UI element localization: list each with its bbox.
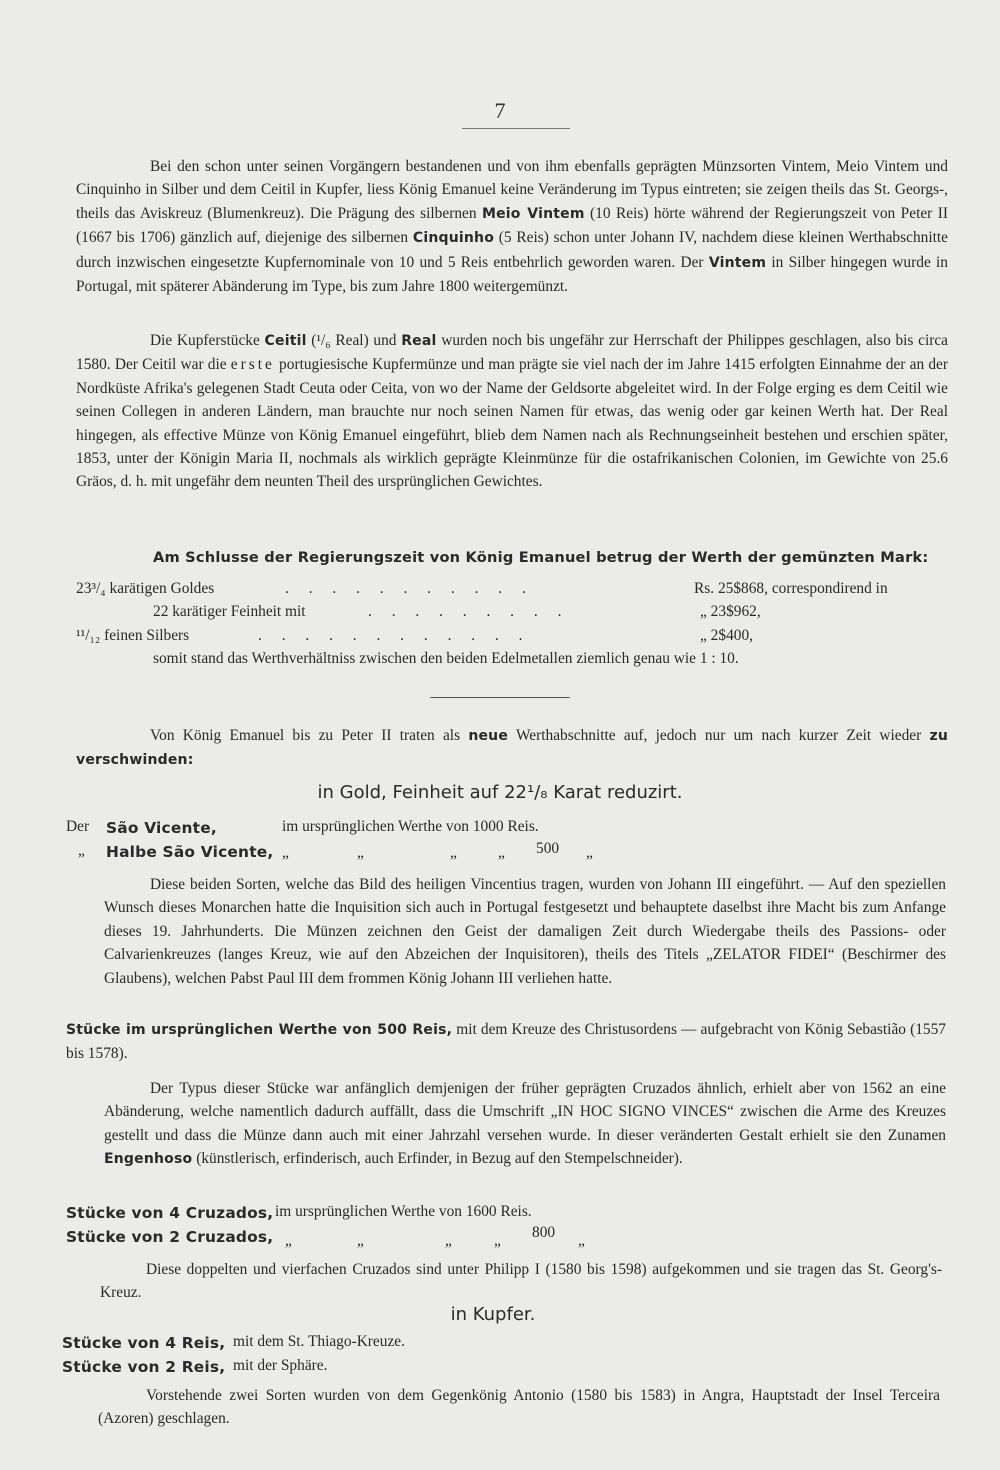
text-run: Diese doppelten und vierfachen Cruzados sind unter Philipp I (1580 bis 1598) aufgekommen und sie tragen das St. Georg's-Kreuz. [100,1261,942,1302]
paragraph-1 [76,155,948,298]
ditto-mark: „ [578,1232,585,1249]
paragraph-6 [100,1258,942,1305]
reis-row-2-text: mit der Sphäre. [233,1357,328,1374]
ditto-mark: „ [498,844,505,861]
mark-conclusion: somit stand das Werthverhältniss zwischen den beiden Edelmetallen ziemlich genau wie 1 : 10. [153,650,739,667]
text-run: portugiesische Kupfermünze und man prägte sie viel nach der im Jahre 1415 erfolgten Einnahme der an der Nordküste Afrika's gelegenen Stadt Ceuta oder Ceita, von wo der Name der Geldsorte abgeleitet wird. In der Folge erging es dem Ceitil wie seinen Collegen in anderen Ländern, man brauchte nur noch seinen Namen für etwas, das wenig oder gar keinen Werth hat. Der Real hingegen, als effective Münze von König Emanuel eingeführt, blieb dem Namen nach als Rechnungseinheit bestehen und erschien später, 1853, unter der Königin Maria II, nochmals als wirklich geprägte Kleinmünze für die ostafrikanischen Colonien, im Gewichte von 25.6 Gräos, d. h. mit ungefähr dem neunten Theil des ursprünglichen Gewichtes. [76,356,949,491]
mark-row-3-label: ¹¹/₁₂ feinen Silbers [76,627,190,644]
mark-row-2-dots: . . . . . . . . . [368,603,570,620]
text-run: Bei den schon unter seinen Vorgängern bestandenen und von ihm ebenfalls geprägten Münzsorten Vintem, Meio Vintem und Cinquinho in Silber und dem Ceitil in Kupfer, liess König Emanuel keine Veränderung im Typus eintreten; sie zeigen theils das St. Georgs-, theils das Aviskreuz (Blumenkreuz). Die Prägung des silbernen [76,158,948,222]
page-number-rule [462,128,570,129]
text-run: Die Kupferstücke [150,332,265,349]
text-run: Vorstehende zwei Sorten wurden von dem Gegenkönig Antonio (1580 bis 1583) in Angra, Hauptstadt der Insel Terceira (Azoren) geschlagen. [98,1387,940,1428]
mark-row-2-value: „ 23$962, [700,603,761,620]
cruzados-row-1-name: Stücke von 4 Cruzados, [66,1204,274,1222]
text-run: in Silber hingegen wurde in Portugal, mit späterer Abänderung im Type, bis zum Jahre 1800 weitergemünzt. [76,253,948,296]
cruzados-row-1-text: im ursprünglichen Werthe von 1600 Reis. [275,1203,532,1220]
paragraph-5 [104,1077,946,1172]
ditto-mark: „ [450,844,457,861]
text-run: (¹/₆ Real) und [306,332,402,349]
mark-row-1-dots: . . . . . . . . . . . [285,580,534,597]
sao-row-2-name: Halbe São Vicente, [106,843,274,861]
sao-row-2-value: 500 [536,840,560,857]
bold-term: Engenhoso [104,1151,193,1168]
mark-heading: Am Schlusse der Regierungszeit von König Emanuel betrug der Werth der gemünzten Mark: [153,549,929,566]
paragraph-2 [76,329,948,494]
bold-term: zu verschwinden: [76,728,948,769]
reis-row-1-text: mit dem St. Thiago-Kreuze. [233,1333,405,1350]
ditto-mark: „ [285,1232,292,1249]
bold-term: Real [401,333,437,349]
text-run: Werthabschnitte auf, jedoch nur um nach kurzer Zeit wieder [508,727,930,744]
bold-term: Vintem [708,254,767,271]
reis-row-2-name: Stücke von 2 Reis, [62,1358,226,1376]
section-divider [430,697,570,698]
paragraph-7 [98,1384,940,1431]
text-run: (5 Reis) schon unter Johann IV, nachdem diese kleinen Werthabschnitte durch inzwischen eingesetzte Kupfernominale von 10 und 5 Reis entbehrlich geworden waren. Der [76,229,948,271]
sao-row-1-prefix: Der [66,818,90,835]
text-run: Der Typus dieser Stücke war anfänglich demjenigen der früher geprägten Cruzados ähnlich, erhielt aber von 1562 an eine Abänderung, welche namentlich dadurch auffällt, dass die Umschrift „IN HOC SIGNO VINCES“ zwischen die Arme des Kreuzes gestellt und dass die Münze dann auch mit einer Jahrzahl versehen wurde. In dieser veränderten Gestalt erhielt sie den Zunamen [104,1080,946,1144]
mark-row-2-label: 22 karätiger Feinheit mit [153,603,306,620]
text-run: Von König Emanuel bis zu Peter II traten als [150,727,469,744]
sao-row-2-prefix: „ [78,842,85,859]
cruzados-row-2-value: 800 [532,1224,556,1241]
ditto-mark: „ [357,1232,364,1249]
paragraph-4 [104,873,946,990]
stuecke-500-reis [66,1018,946,1066]
bold-term: Meio Vintem [481,205,585,222]
bold-term: Stücke im ursprünglichen Werthe von 500 Reis, [66,1022,453,1038]
ditto-mark: „ [586,844,593,861]
mark-row-1-label: 23³/₄ karätigen Goldes [76,580,215,597]
sao-row-1-name: São Vicente, [106,819,217,837]
text-run: wurden noch bis ungefähr zur Herrschaft der Philippes geschlagen, also bis circa 1580. Der Ceitil war die [76,332,949,374]
text-run: (10 Reis) hörte während der Regierungszeit von Peter II (1667 bis 1706) gänzlich auf, diejenige des silbernen [76,204,948,247]
mark-row-3-dots: . . . . . . . . . . . . [258,627,531,644]
text-run: (künstlerisch, erfinderisch, auch Erfinder, in Bezug auf den Stempelschneider). [192,1150,683,1168]
bold-term: neue [468,728,509,744]
sao-row-1-text: im ursprünglichen Werthe von 1000 Reis. [282,818,539,835]
kupfer-heading: in Kupfer. [450,1304,536,1325]
mark-row-1-value: Rs. 25$868, correspondirend in [694,580,888,597]
ditto-mark: „ [282,844,289,861]
spaced-term: erste [230,356,275,374]
cruzados-row-2-name: Stücke von 2 Cruzados, [66,1228,274,1246]
text-run: Diese beiden Sorten, welche das Bild des heiligen Vincentius tragen, wurden von Johann III eingeführt. — Auf den speziellen Wunsch dieses Monarchen hatte die Inquisition sich auch in Portugal festgesetzt und behauptete daselbst ihre Macht bis zum Anfange dieses 19. Jahrhunderts. Die Münzen zeichnen den Geist der damaligen Zeit durch Wiedergabe theils des Passions- oder Calvarienkreuzes (langes Kreuz, wie auf den Abzeichen der Inquisitoren), theils des Titels „ZELATOR FIDEI“ (Beschirmer des Glaubens), welchen Pabst Paul III dem frommen König Johann III verliehen hatte. [104,876,946,987]
gold-heading: in Gold, Feinheit auf 22¹/₈ Karat reduzirt. [317,782,683,803]
page-number: 7 [494,98,506,123]
ditto-mark: „ [357,844,364,861]
ditto-mark: „ [494,1232,501,1249]
text-run: mit dem Kreuze des Christusordens — aufgebracht von König Sebastião (1557 bis 1578). [66,1021,946,1063]
bold-term: Cinquinho [412,230,495,247]
reis-row-1-name: Stücke von 4 Reis, [62,1334,226,1352]
bold-term: Ceitil [264,333,307,349]
mark-row-3-value: „ 2$400, [700,627,754,644]
paragraph-3 [76,724,948,773]
ditto-mark: „ [445,1232,452,1249]
